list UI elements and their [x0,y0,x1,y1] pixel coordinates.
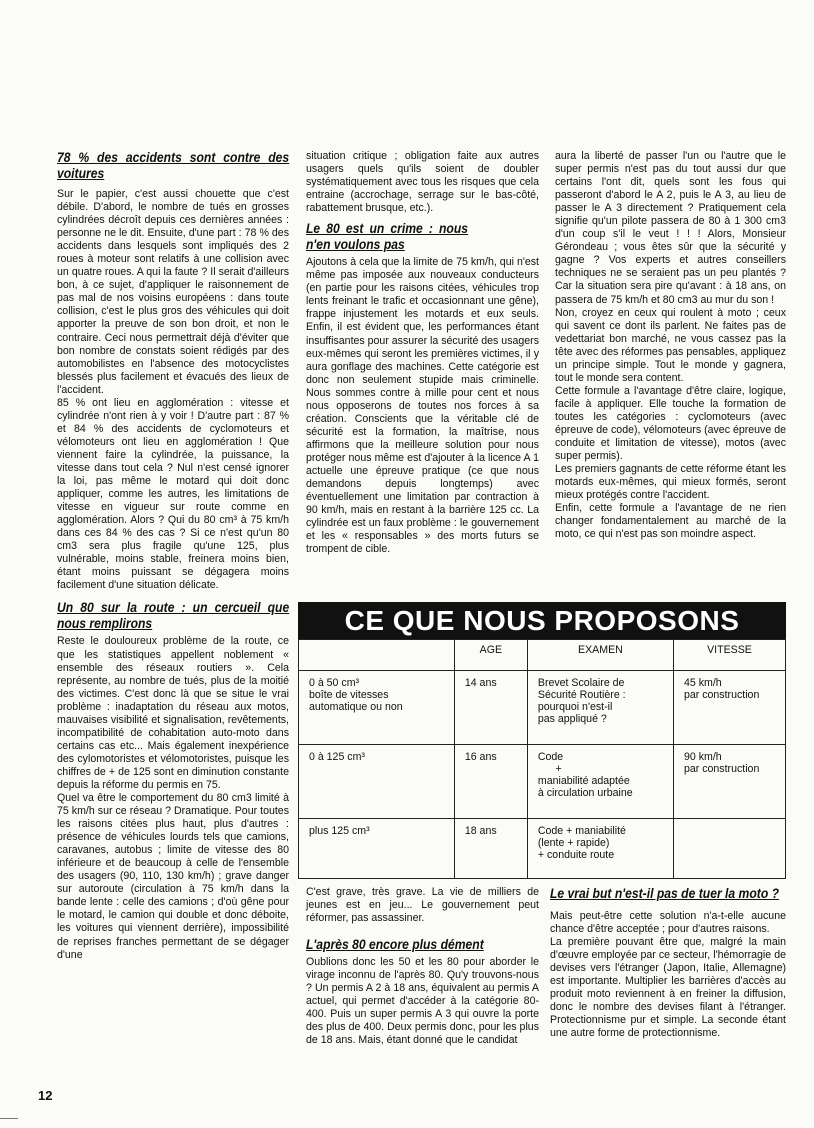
paragraph: Sur le papier, c'est aussi chouette que c'est débile. D'abord, le nombre de tués en grosses cylindrées décroît depuis ces dernières années : personne ne le dit. Ensuite, d'une part : 78 % des accidents dans lesquels sont impliqués des 2 roues à moteur sont relatifs à une collision avec un quatre roues. A qui la faute ? Il serait d'ailleurs bon, à ce sujet, d'appliquer le raisonnement de pas mal de nos voisins européens : dans toute collision, c'est le plus gros des véhicules qui doit apporter la preuve de son bon droit, et non le contraire. Ceci nous permettrait déjà d'éviter que bon nombre de constats soient rédigés par des automobilistes en l'absence des motocyclistes blessés plus facilement et évacués des lieux de l'accident. [57,188,289,396]
heading-78-percent: 78 % des accidents sont contre des voitures [57,150,290,181]
table-cell: Brevet Scolaire de Sécurité Routière : pourquoi n'est-il pas appliqué ? [527,671,673,745]
column-middle-lower [306,886,539,1047]
column-right [555,150,786,541]
table-row [299,745,786,819]
paragraph: Quel va être le comportement du 80 cm3 limité à 75 km/h sur ce réseau ? Dramatique. Pour toutes les raisons citées plus haut, plus d'autres : présence de véhicules lourds tels que camions, caravanes, autobus ; limite de vitesse des 80 inférieure et de beaucoup à celle de l'ensemble des usagers (90, 110, 130 km/h) ; grave danger sur autoroute (circulation à 75 km/h dans la bande lente : celle des camions ; d'où gêne pour le motard, le camion qui double et donc déboite, les voitures qui viennent derrière), impossibilité de reprises franches permettant de se dégager d'une [57,792,289,961]
table-row [299,671,786,745]
paragraph: 85 % ont lieu en agglomération : vitesse et cylindrée n'ont rien à y voir ! D'autre part : 87 % et 84 % des accidents de cyclomoteurs et vélomoteurs ont lieu en agglomération ! Que viennent faire la cylindrée, la puissance, la vitesse dans tout cela ? Nul n'est censé ignorer la loi, pas même le motard qui doit donc appliquer, comme les autres, les limitations de vitesse en vigueur sur route comme en agglomération. Alors ? Qui du 80 cm³ à 75 km/h dans ces 84 % des cas ? Si ce n'est qu'un 80 cm3 sera plus fragile qu'une 125, plus vulnérable, moins stable, freinera moins bien, étant moins puissant se dégagera moins facilement d'une situation délicate. [57,396,289,592]
proposal-box-title: CE QUE NOUS PROPOSONS [298,602,786,639]
paragraph: C'est grave, très grave. La vie de milliers de jeunes est en jeu... Le gouvernement peut réformer, pas assassiner. [306,886,539,925]
paragraph: Reste le douloureux problème de la route, ce que les statistiques appellent noblement « ensemble des réseaux routiers ». Cela représente, au nombre de tués, plus de la moitié des victimes. C'est donc là que se situe le vrai problème : inadaptation du réseau aux motos, mauvaises visibilité et signalisation, revêtements, incompatibilité de cohabitation auto-moto dans certains cas etc... Mais également inexpérience des cylomotoristes et vélomotoristes, puisque les chiffres de + de 125 sont en diminution constante depuis la réforme du permis en 75. [57,635,289,791]
table-cell: 18 ans [454,819,527,879]
table-cell: Code + maniabilité (lente + rapide) + conduite route [527,819,673,879]
table-cell: 16 ans [454,745,527,819]
paragraph: Les premiers gagnants de cette réforme étant les motards eux-mêmes, qui mieux formés, seront mieux protégés contre l'accident. [555,463,786,502]
table-cell: Code + maniabilité adaptée à circulation urbaine [527,745,673,819]
table-cell: 0 à 125 cm³ [299,745,455,819]
column-left [57,150,289,962]
paragraph: Enfin, cette formule a l'avantage de ne rien changer fondamentalement au marché de la moto, ce qui n'est pas son moindre aspect. [555,502,786,541]
table-cell: 14 ans [454,671,527,745]
table-header [299,640,455,671]
table-cell: 45 km/h par construction [673,671,785,745]
proposal-table [298,639,786,879]
table-header: VITESSE [673,640,785,671]
paragraph: Non, croyez en ceux qui roulent à moto ; ceux qui savent ce dont ils parlent. Ne faites pas de vedettariat bon marché, ne vous cassez pas la tête avec des réformes pas pensables, appliquez un principe simple. Tout le monde y gagnera, tout le monde sera content. [555,306,786,384]
table-cell: plus 125 cm³ [299,819,455,879]
heading-le-80-est-un-crime: Le 80 est un crime : nous n'en voulons pas [306,221,468,253]
table-header: AGE [454,640,527,671]
page-number: 12 [38,1088,53,1103]
paragraph: Mais peut-être cette solution n'a-t-elle aucune chance d'être acceptée ; pour d'autres raisons. [550,910,786,936]
crop-mark [0,1118,18,1119]
paragraph: Cette formule a l'avantage d'être claire, logique, facile à appliquer. Elle touche la formation de toutes les catégories : cyclomoteurs (avec épreuve de code), vélomoteurs (avec épreuve de conduite et limitation de vitesse), motos (avec super permis). [555,384,786,463]
paragraph: Oublions donc les 50 et les 80 pour aborder le virage inconnu de l'après 80. Qu'y trouvons-nous ? Un permis A 2 à 18 ans, équivalent au permis A actuel, qui permet d'accéder à la catégorie 80-400. Puis un super permis A 3 qui ouvre la porte des plus de 400. Deux permis donc, pour les plus de 18 ans. Mais, étant donné que le candidat [306,956,539,1047]
table-header-row [299,640,786,671]
column-middle [306,150,539,556]
table-header: EXAMEN [527,640,673,671]
heading-apres-80: L'après 80 encore plus dément [306,937,484,953]
heading-un-80-sur-la-route: Un 80 sur la route : un cercueil que nous remplirons [57,600,290,632]
column-right-lower [550,886,786,1040]
paragraph: Ajoutons à cela que la limite de 75 km/h, qui n'est même pas imposée aux nouveaux conducteurs (en partie pour les raisons citées, véhicules trop lents freinant le trafic et occasionnant une gêne), frappe injustement les motards et eux seuls. Enfin, il est évident que, les performances étant insuffisantes pour assurer la sécurité des usagers eux-mêmes qui seront les premières victimes, il y aura gonflage des machines. Cette catégorie est donc non seulement stupide mais criminelle. Nous sommes contre à mille pour cent et nous nous opposerons de toutes nos forces à sa création. Conscients que la véritable clé de sécurité est la formation, la maîtrise, nous affirmons que la meilleure solution pour nous protéger nous même est d'ajouter à la licence A 1 actuelle une épreuve pratique (ce que nous demandons depuis longtemps) avec éventuellement une limitation par contraction à 90 km/h, mais en restant à la barrière 125 cc. La cylindrée est un faux problème : le gouvernement et les « responsables » des morts futurs se trompent de cible. [306,256,539,556]
paragraph: aura la liberté de passer l'un ou l'autre que le super permis n'est pas du tout aussi dur que certains l'ont dit, quels sont les fous qui passeront d'abord le A 2, puis le A 3, au lieu de passer le A 3 directement ? Pratiquement cela signifie qu'un pilote passera de 80 à 1 300 cm3 d'un coup s'il le veut ! ! ! Alors, Monsieur Gérondeau ; vous êtes sûr que la sécurité y gagne ? Vos experts et autres conseillers techniques ne se seraient pas un peu plantés ? Car la situation sera pire qu'avant : à 18 ans, on passera de 75 km/h et 80 cm3 au mur du son ! [555,150,786,306]
paragraph: La première pouvant être que, malgré la main d'œuvre employée par ce secteur, l'hémorragie de devises vers l'étranger (Japon, Italie, Allemagne) est importante. Multiplier les barrières d'accès au produit moto reviennent à en freiner la diffusion, donc le nombre des devises filant à l'étranger. Protectionnisme pur et simple. La seconde étant une autre forme de protectionnisme. [550,936,786,1040]
table-row [299,819,786,879]
table-cell: 90 km/h par construction [673,745,785,819]
table-cell: 0 à 50 cm³ boîte de vitesses automatique ou non [299,671,455,745]
paragraph: situation critique ; obligation faite aux autres usagers quels qu'ils soient de doubler systématiquement avec tous les risques que cela entraine (accrochage, serrage sur le bas-côté, rabattement brusque, etc.). [306,150,539,215]
table-cell [673,819,785,879]
heading-vrai-but: Le vrai but n'est-il pas de tuer la moto ? [550,886,780,901]
